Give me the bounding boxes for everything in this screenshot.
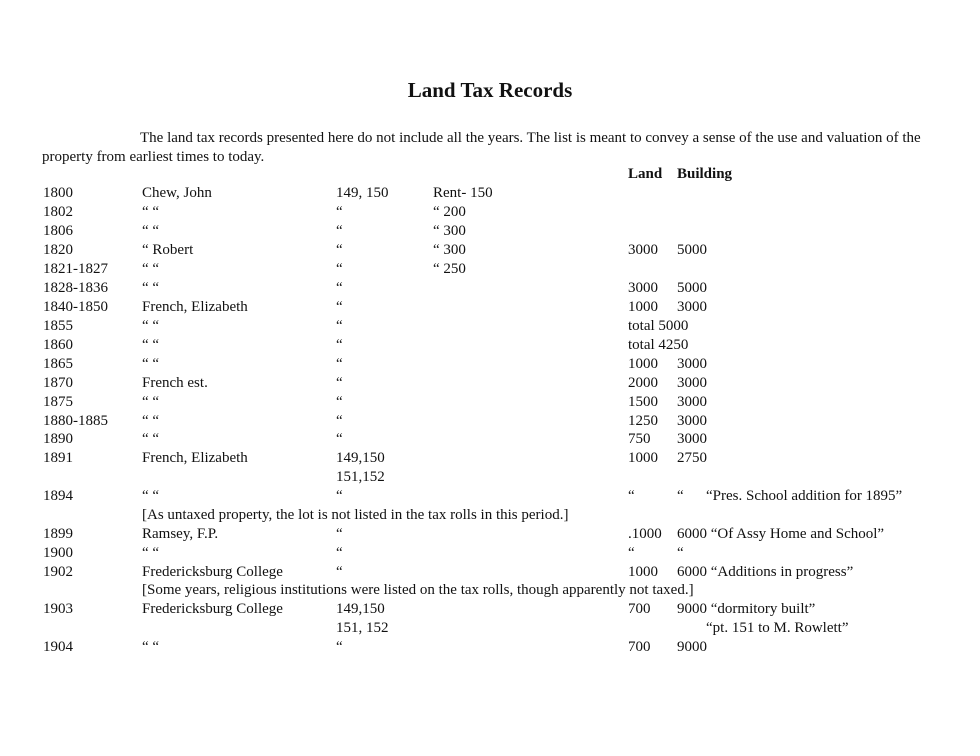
cell-name: “ “	[142, 280, 160, 296]
cell-land: 2000	[628, 375, 658, 391]
cell-land: 700	[628, 639, 651, 655]
cell-land: total 4250	[628, 337, 689, 353]
cell-year: 1820	[43, 242, 73, 258]
untaxed-note: [As untaxed property, the lot is not listed in the tax rolls in this period.]	[142, 507, 569, 523]
cell-land: “	[628, 488, 635, 504]
cell-lot: “	[336, 639, 343, 655]
cell-building: “	[677, 545, 684, 561]
table-row	[0, 564, 980, 583]
cell-name: “ “	[142, 204, 160, 220]
cell-note: “pt. 151 to M. Rowlett”	[706, 620, 849, 636]
cell-lot: “	[336, 431, 343, 447]
cell-name: French, Elizabeth	[142, 299, 248, 315]
cell-rent: Rent- 150	[433, 185, 493, 201]
cell-name: Ramsey, F.P.	[142, 526, 219, 542]
cell-year: 1806	[43, 223, 73, 239]
cell-building: 3000	[677, 375, 707, 391]
cell-name: Chew, John	[142, 185, 212, 201]
cell-land: 700	[628, 601, 651, 617]
table-row	[0, 280, 980, 299]
cell-year: 1894	[43, 488, 73, 504]
cell-year: 1865	[43, 356, 73, 372]
cell-name: “ “	[142, 223, 160, 239]
table-row	[0, 204, 980, 223]
intro-paragraph: The land tax records presented here do not include all the years. The list is meant to convey a sense of the use and valuation of the property from earliest times to today.	[42, 130, 921, 165]
cell-year: 1821-1827	[43, 261, 108, 277]
cell-name: “ “	[142, 318, 160, 334]
cell-lot: “	[336, 413, 343, 429]
cell-building: 5000	[677, 242, 707, 258]
cell-lot: 151, 152	[336, 620, 389, 636]
building-header: Building	[677, 166, 733, 182]
cell-rent: “ 250	[433, 261, 466, 277]
cell-lot: “	[336, 299, 343, 315]
cell-lot: “	[336, 545, 343, 561]
cell-building: 5000	[677, 280, 707, 296]
table-row	[0, 337, 980, 356]
cell-name: “ “	[142, 488, 160, 504]
cell-year: 1802	[43, 204, 73, 220]
cell-building: 3000	[677, 431, 707, 447]
cell-building: 3000	[677, 299, 707, 315]
cell-lot: “	[336, 526, 343, 542]
table-row	[0, 223, 980, 242]
cell-year: 1828-1836	[43, 280, 108, 296]
cell-year: 1855	[43, 318, 73, 334]
cell-lot: “	[336, 488, 343, 504]
table-row	[0, 318, 980, 337]
cell-lot: 149, 150	[336, 185, 389, 201]
table-row	[0, 488, 980, 507]
cell-building: 3000	[677, 356, 707, 372]
cell-building: 6000 “Additions in progress”	[677, 564, 854, 580]
cell-year: 1880-1885	[43, 413, 108, 429]
table-row	[0, 469, 980, 488]
cell-name: “ “	[142, 545, 160, 561]
table-row	[0, 639, 980, 658]
cell-name: “ “	[142, 431, 160, 447]
table-row	[0, 185, 980, 204]
cell-building: 2750	[677, 450, 707, 466]
cell-rent: “ 300	[433, 242, 466, 258]
cell-year: 1890	[43, 431, 73, 447]
table-row	[0, 431, 980, 450]
table-row	[0, 375, 980, 394]
cell-lot: “	[336, 318, 343, 334]
cell-year: 1870	[43, 375, 73, 391]
cell-land: 1000	[628, 564, 658, 580]
cell-year: 1800	[43, 185, 73, 201]
table-row	[0, 394, 980, 413]
cell-building: 6000 “Of Assy Home and School”	[677, 526, 885, 542]
cell-land: 3000	[628, 280, 658, 296]
cell-building: 3000	[677, 394, 707, 410]
cell-name: French est.	[142, 375, 208, 391]
cell-year: 1899	[43, 526, 73, 542]
table-row	[0, 450, 980, 469]
cell-building: “	[677, 488, 684, 504]
cell-year: 1875	[43, 394, 73, 410]
cell-name: Fredericksburg College	[142, 601, 283, 617]
cell-rent: “ 300	[433, 223, 466, 239]
table-row	[0, 299, 980, 318]
cell-lot: “	[336, 223, 343, 239]
cell-lot: 149,150	[336, 450, 385, 466]
cell-land: 1500	[628, 394, 658, 410]
table-row	[0, 601, 980, 620]
cell-name: “ “	[142, 337, 160, 353]
table-row	[0, 413, 980, 432]
cell-building: 9000 “dormitory built”	[677, 601, 816, 617]
cell-land: .1000	[628, 526, 662, 542]
land-header: Land	[628, 166, 663, 182]
cell-lot: “	[336, 280, 343, 296]
cell-lot: 149,150	[336, 601, 385, 617]
religious-note: [Some years, religious institutions were listed on the tax rolls, though apparently not taxed.]	[142, 582, 694, 598]
cell-name: “ “	[142, 394, 160, 410]
cell-land: “	[628, 545, 635, 561]
cell-name: Fredericksburg College	[142, 564, 283, 580]
cell-year: 1903	[43, 601, 73, 617]
cell-lot: “	[336, 356, 343, 372]
cell-lot: “	[336, 394, 343, 410]
cell-lot: “	[336, 337, 343, 353]
cell-rent: “ 200	[433, 204, 466, 220]
cell-name: French, Elizabeth	[142, 450, 248, 466]
table-row	[0, 261, 980, 280]
table-row	[0, 242, 980, 261]
cell-land: 1250	[628, 413, 658, 429]
cell-name: “ “	[142, 413, 160, 429]
cell-year: 1840-1850	[43, 299, 108, 315]
table-row	[0, 620, 980, 639]
cell-note: “Pres. School addition for 1895”	[706, 488, 903, 504]
cell-land: total 5000	[628, 318, 689, 334]
cell-year: 1904	[43, 639, 73, 655]
table-row	[0, 545, 980, 564]
cell-year: 1902	[43, 564, 73, 580]
page-title: Land Tax Records	[407, 78, 573, 102]
cell-lot: 151,152	[336, 469, 385, 485]
cell-land: 750	[628, 431, 651, 447]
cell-land: 1000	[628, 299, 658, 315]
cell-lot: “	[336, 242, 343, 258]
cell-name: “ “	[142, 639, 160, 655]
table-row	[0, 526, 980, 545]
cell-building: 3000	[677, 413, 707, 429]
cell-year: 1891	[43, 450, 73, 466]
cell-land: 1000	[628, 450, 658, 466]
cell-lot: “	[336, 204, 343, 220]
table-row	[0, 356, 980, 375]
cell-lot: “	[336, 261, 343, 277]
cell-name: “ Robert	[142, 242, 194, 258]
cell-name: “ “	[142, 261, 160, 277]
cell-name: “ “	[142, 356, 160, 372]
cell-land: 1000	[628, 356, 658, 372]
cell-lot: “	[336, 375, 343, 391]
cell-land: 3000	[628, 242, 658, 258]
cell-year: 1900	[43, 545, 73, 561]
cell-year: 1860	[43, 337, 73, 353]
cell-building: 9000	[677, 639, 707, 655]
cell-lot: “	[336, 564, 343, 580]
